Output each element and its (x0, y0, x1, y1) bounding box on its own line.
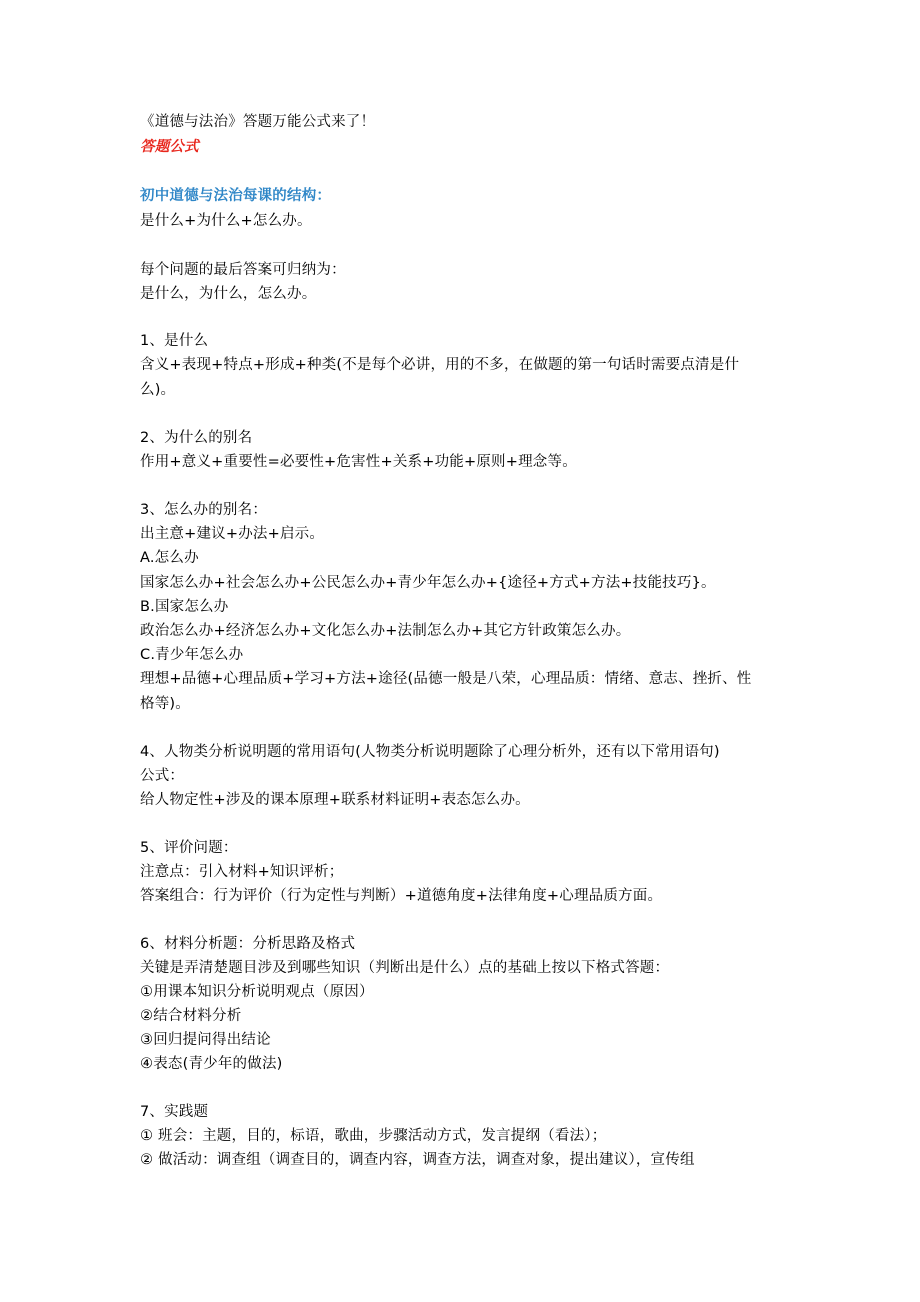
summary-text: 是什么，为什么，怎么办。 (140, 286, 317, 302)
section-4-heading: 4、人物类分析说明题的常用语句(人物类分析说明题除了心理分析外，还有以下常用语句) (140, 744, 720, 760)
section-7-heading: 7、实践题 (140, 1104, 209, 1120)
section-3b-body: 政治怎么办+经济怎么办+文化怎么办+法制怎么办+其它方针政策怎么办。 (140, 623, 631, 639)
section-4-body: 给人物定性+涉及的课本原理+联系材料证明+表态怎么办。 (140, 792, 530, 808)
section-3a-body: 国家怎么办+社会怎么办+公民怎么办+青少年怎么办+{途径+方式+方法+技能技巧}。 (140, 575, 716, 591)
section-3c-body-cont: 格等)。 (140, 696, 190, 712)
section-5-heading: 5、评价问题： (140, 840, 238, 856)
section-1-body: 含义+表现+特点+形成+种类(不是每个必讲，用的不多，在做题的第一句话时需要点清是什 (140, 357, 740, 373)
section-3b-heading: B.国家怎么办 (140, 599, 229, 615)
section-6-heading: 6、材料分析题：分析思路及格式 (140, 936, 356, 952)
section-7-item-1: ① 班会：主题，目的，标语，歌曲，步骤活动方式，发言提纲（看法）； (140, 1128, 607, 1144)
section-5-answer: 答案组合：行为评价（行为定性与判断）+道德角度+法律角度+心理品质方面。 (140, 888, 663, 904)
section-2-heading: 2、为什么的别名 (140, 430, 253, 446)
structure-text: 是什么+为什么+怎么办。 (140, 213, 312, 229)
section-6-step-4: ④表态(青少年的做法) (140, 1056, 283, 1072)
section-2-body: 作用+意义+重要性=必要性+危害性+关系+功能+原则+理念等。 (140, 454, 577, 470)
section-3c-body: 理想+品德+心理品质+学习+方法+途径(品德一般是八荣，心理品质：情绪、意志、挫折、性 (140, 671, 752, 687)
section-6-step-3: ③回归提问得出结论 (140, 1032, 271, 1048)
section-3-body: 出主意+建议+办法+启示。 (140, 526, 325, 542)
section-3a-heading: A.怎么办 (140, 550, 199, 566)
section-7-item-2: ② 做活动：调查组（调查目的，调查内容，调查方法，调查对象，提出建议），宣传组 (140, 1152, 695, 1168)
section-4-formula-label: 公式： (140, 768, 185, 784)
document-title: 《道德与法治》答题万能公式来了！ (140, 114, 376, 130)
section-1-body-cont: 么)。 (140, 382, 176, 398)
section-6-step-1: ①用课本知识分析说明观点（原因） (140, 984, 374, 1000)
section-1-heading: 1、是什么 (140, 333, 209, 349)
section-3c-heading: C.青少年怎么办 (140, 647, 244, 663)
summary-intro: 每个问题的最后答案可归纳为： (140, 262, 346, 278)
structure-heading: 初中道德与法治每课的结构： (140, 188, 332, 204)
document-subtitle: 答题公式 (140, 139, 199, 155)
section-5-note: 注意点：引入材料+知识评析； (140, 864, 344, 880)
section-6-body: 关键是弄清楚题目涉及到哪些知识（判断出是什么）点的基础上按以下格式答题： (140, 960, 670, 976)
section-3-heading: 3、怎么办的别名： (140, 502, 268, 518)
section-6-step-2: ②结合材料分析 (140, 1008, 242, 1024)
